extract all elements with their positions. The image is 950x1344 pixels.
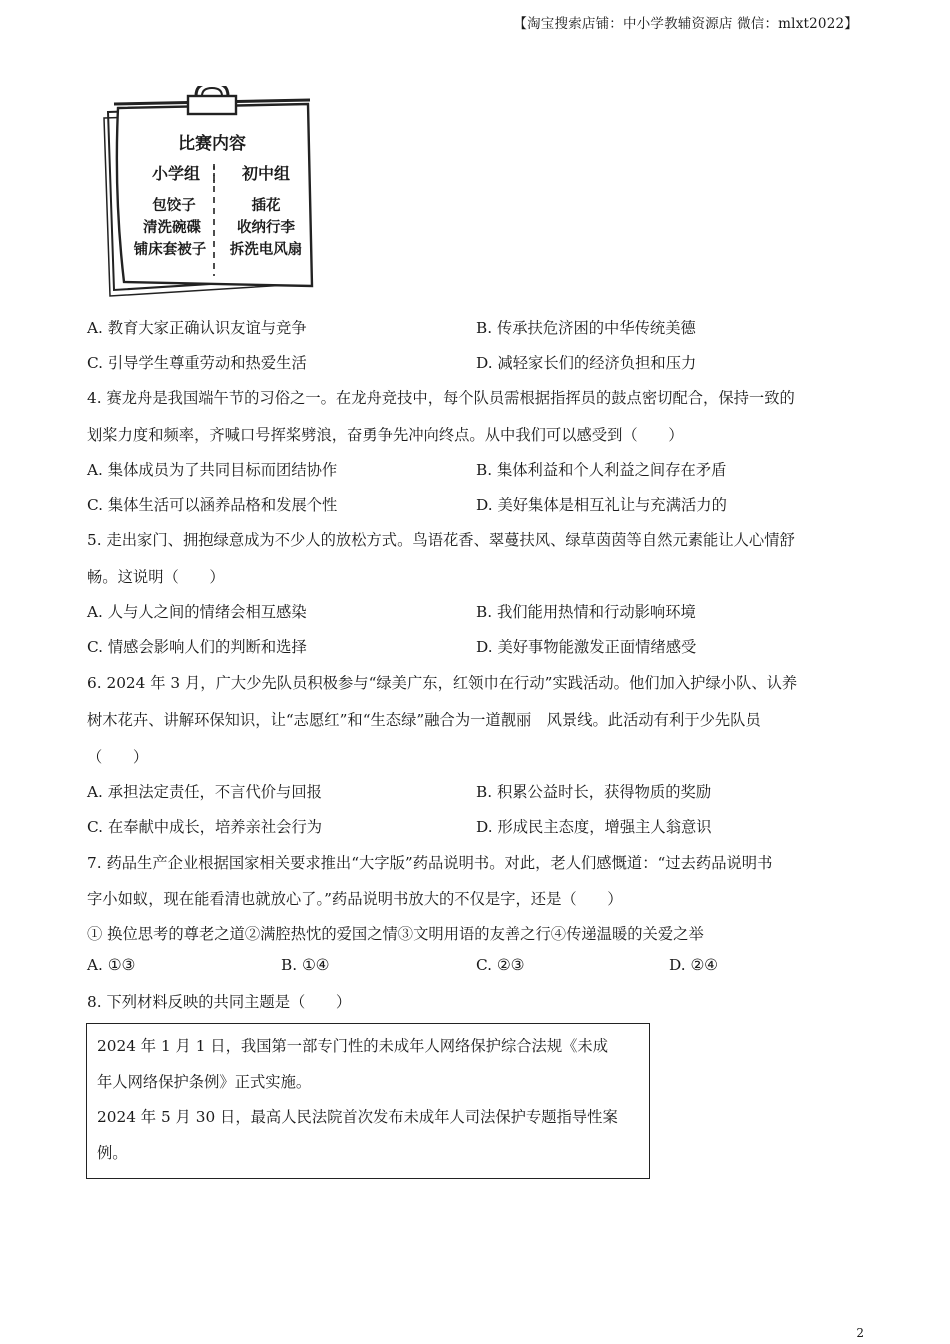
q8-material-line: 例。: [97, 1144, 128, 1162]
q5-option-c: C. 情感会影响人们的判断和选择: [87, 638, 307, 656]
q6-option-c: C. 在奉献中成长，培养亲社会行为: [87, 818, 323, 836]
q8-material-line: 2024 年 5 月 30 日，最高人民法院首次发布未成年人司法保护专题指导性案: [97, 1108, 618, 1126]
q6-option-d: D. 形成民主态度，增强主人翁意识: [476, 818, 712, 836]
q7-stem-line: 7. 药品生产企业根据国家相关要求推出“大字版”药品说明书。对此，老人们感慨道：“过去药品说明书: [87, 854, 773, 872]
q3-option-a: A. 教育大家正确认识友谊与竞争: [87, 319, 307, 337]
q8-material-line: 2024 年 1 月 1 日，我国第一部专门性的未成年人网络保护综合法规《未成: [97, 1037, 609, 1055]
figure-title: 比赛内容: [178, 134, 246, 154]
q6-stem-line: 树木花卉、讲解环保知识，让“志愿红”和“生态绿”融合为一道靓丽 风景线。此活动有利于少先队员: [87, 711, 761, 729]
figure-right-item: 插花: [251, 197, 281, 214]
q6-option-b: B. 积累公益时长，获得物质的奖励: [476, 783, 712, 801]
q7-option-b: B. ①④: [281, 956, 330, 974]
q3-option-c: C. 引导学生尊重劳动和热爱生活: [87, 354, 307, 372]
q7-stem-line: ① 换位思考的尊老之道②满腔热忱的爱国之情③文明用语的友善之行④传递温暖的关爱之举: [87, 925, 704, 943]
q7-option-c: C. ②③: [476, 956, 525, 974]
q8-stem: 8. 下列材料反映的共同主题是（ ）: [87, 993, 352, 1011]
q8-material-line: 年人网络保护条例》正式实施。: [97, 1073, 312, 1091]
q8-material-box: [86, 1023, 650, 1179]
q7-option-d: D. ②④: [669, 956, 718, 974]
page-number: 2: [856, 1326, 864, 1340]
figure-right-item: 拆洗电风扇: [229, 241, 303, 258]
q3-option-d: D. 减轻家长们的经济负担和压力: [476, 354, 697, 372]
q7-stem-line: 字小如蚁，现在能看清也就放心了。”药品说明书放大的不仅是字，还是（ ）: [87, 890, 623, 908]
q5-option-a: A. 人与人之间的情绪会相互感染: [87, 603, 307, 621]
q4-stem-line: 4. 赛龙舟是我国端午节的习俗之一。在龙舟竞技中，每个队员需根据指挥员的鼓点密切配合，保持一致的: [87, 389, 795, 407]
q4-option-a: A. 集体成员为了共同目标而团结协作: [87, 461, 338, 479]
figure-left-group: 小学组: [151, 164, 201, 183]
q7-option-a: A. ①③: [87, 956, 136, 974]
q5-stem-line: 畅。这说明（ ）: [87, 568, 225, 586]
q4-option-b: B. 集体利益和个人利益之间存在矛盾: [476, 461, 727, 479]
notepad-illustration: [100, 86, 315, 300]
q5-stem-line: 5. 走出家门、拥抱绿意成为不少人的放松方式。鸟语花香、翠蔓扶风、绿草茵茵等自然元素能让人心情舒: [87, 531, 795, 549]
figure-left-item: 铺床套被子: [133, 241, 207, 258]
q6-stem-line: （ ）: [87, 748, 149, 766]
q6-stem-line: 6. 2024 年 3 月，广大少先队员积极参与“绿美广东，红领巾在行动”实践活动。他们加入护绿小队、认养: [87, 674, 798, 692]
figure-left-item: 包饺子: [152, 197, 196, 214]
competition-content-figure: [100, 86, 315, 300]
q5-option-b: B. 我们能用热情和行动影响环境: [476, 603, 696, 621]
q6-option-a: A. 承担法定责任，不言代价与回报: [87, 783, 322, 801]
figure-right-item: 收纳行李: [237, 219, 295, 236]
figure-left-item: 清洗碗碟: [143, 219, 201, 236]
q3-option-b: B. 传承扶危济困的中华传统美德: [476, 319, 696, 337]
q5-option-d: D. 美好事物能激发正面情绪感受: [476, 638, 697, 656]
q4-option-d: D. 美好集体是相互礼让与充满活力的: [476, 496, 727, 514]
q4-stem-line: 划桨力度和频率，齐喊口号挥桨劈浪，奋勇争先冲向终点。从中我们可以感受到（ ）: [87, 426, 684, 444]
page-header: 【淘宝搜索店铺：中小学教辅资源店 微信：mlxt2022】: [513, 16, 858, 32]
q4-option-c: C. 集体生活可以涵养品格和发展个性: [87, 496, 338, 514]
figure-right-group: 初中组: [241, 164, 291, 183]
